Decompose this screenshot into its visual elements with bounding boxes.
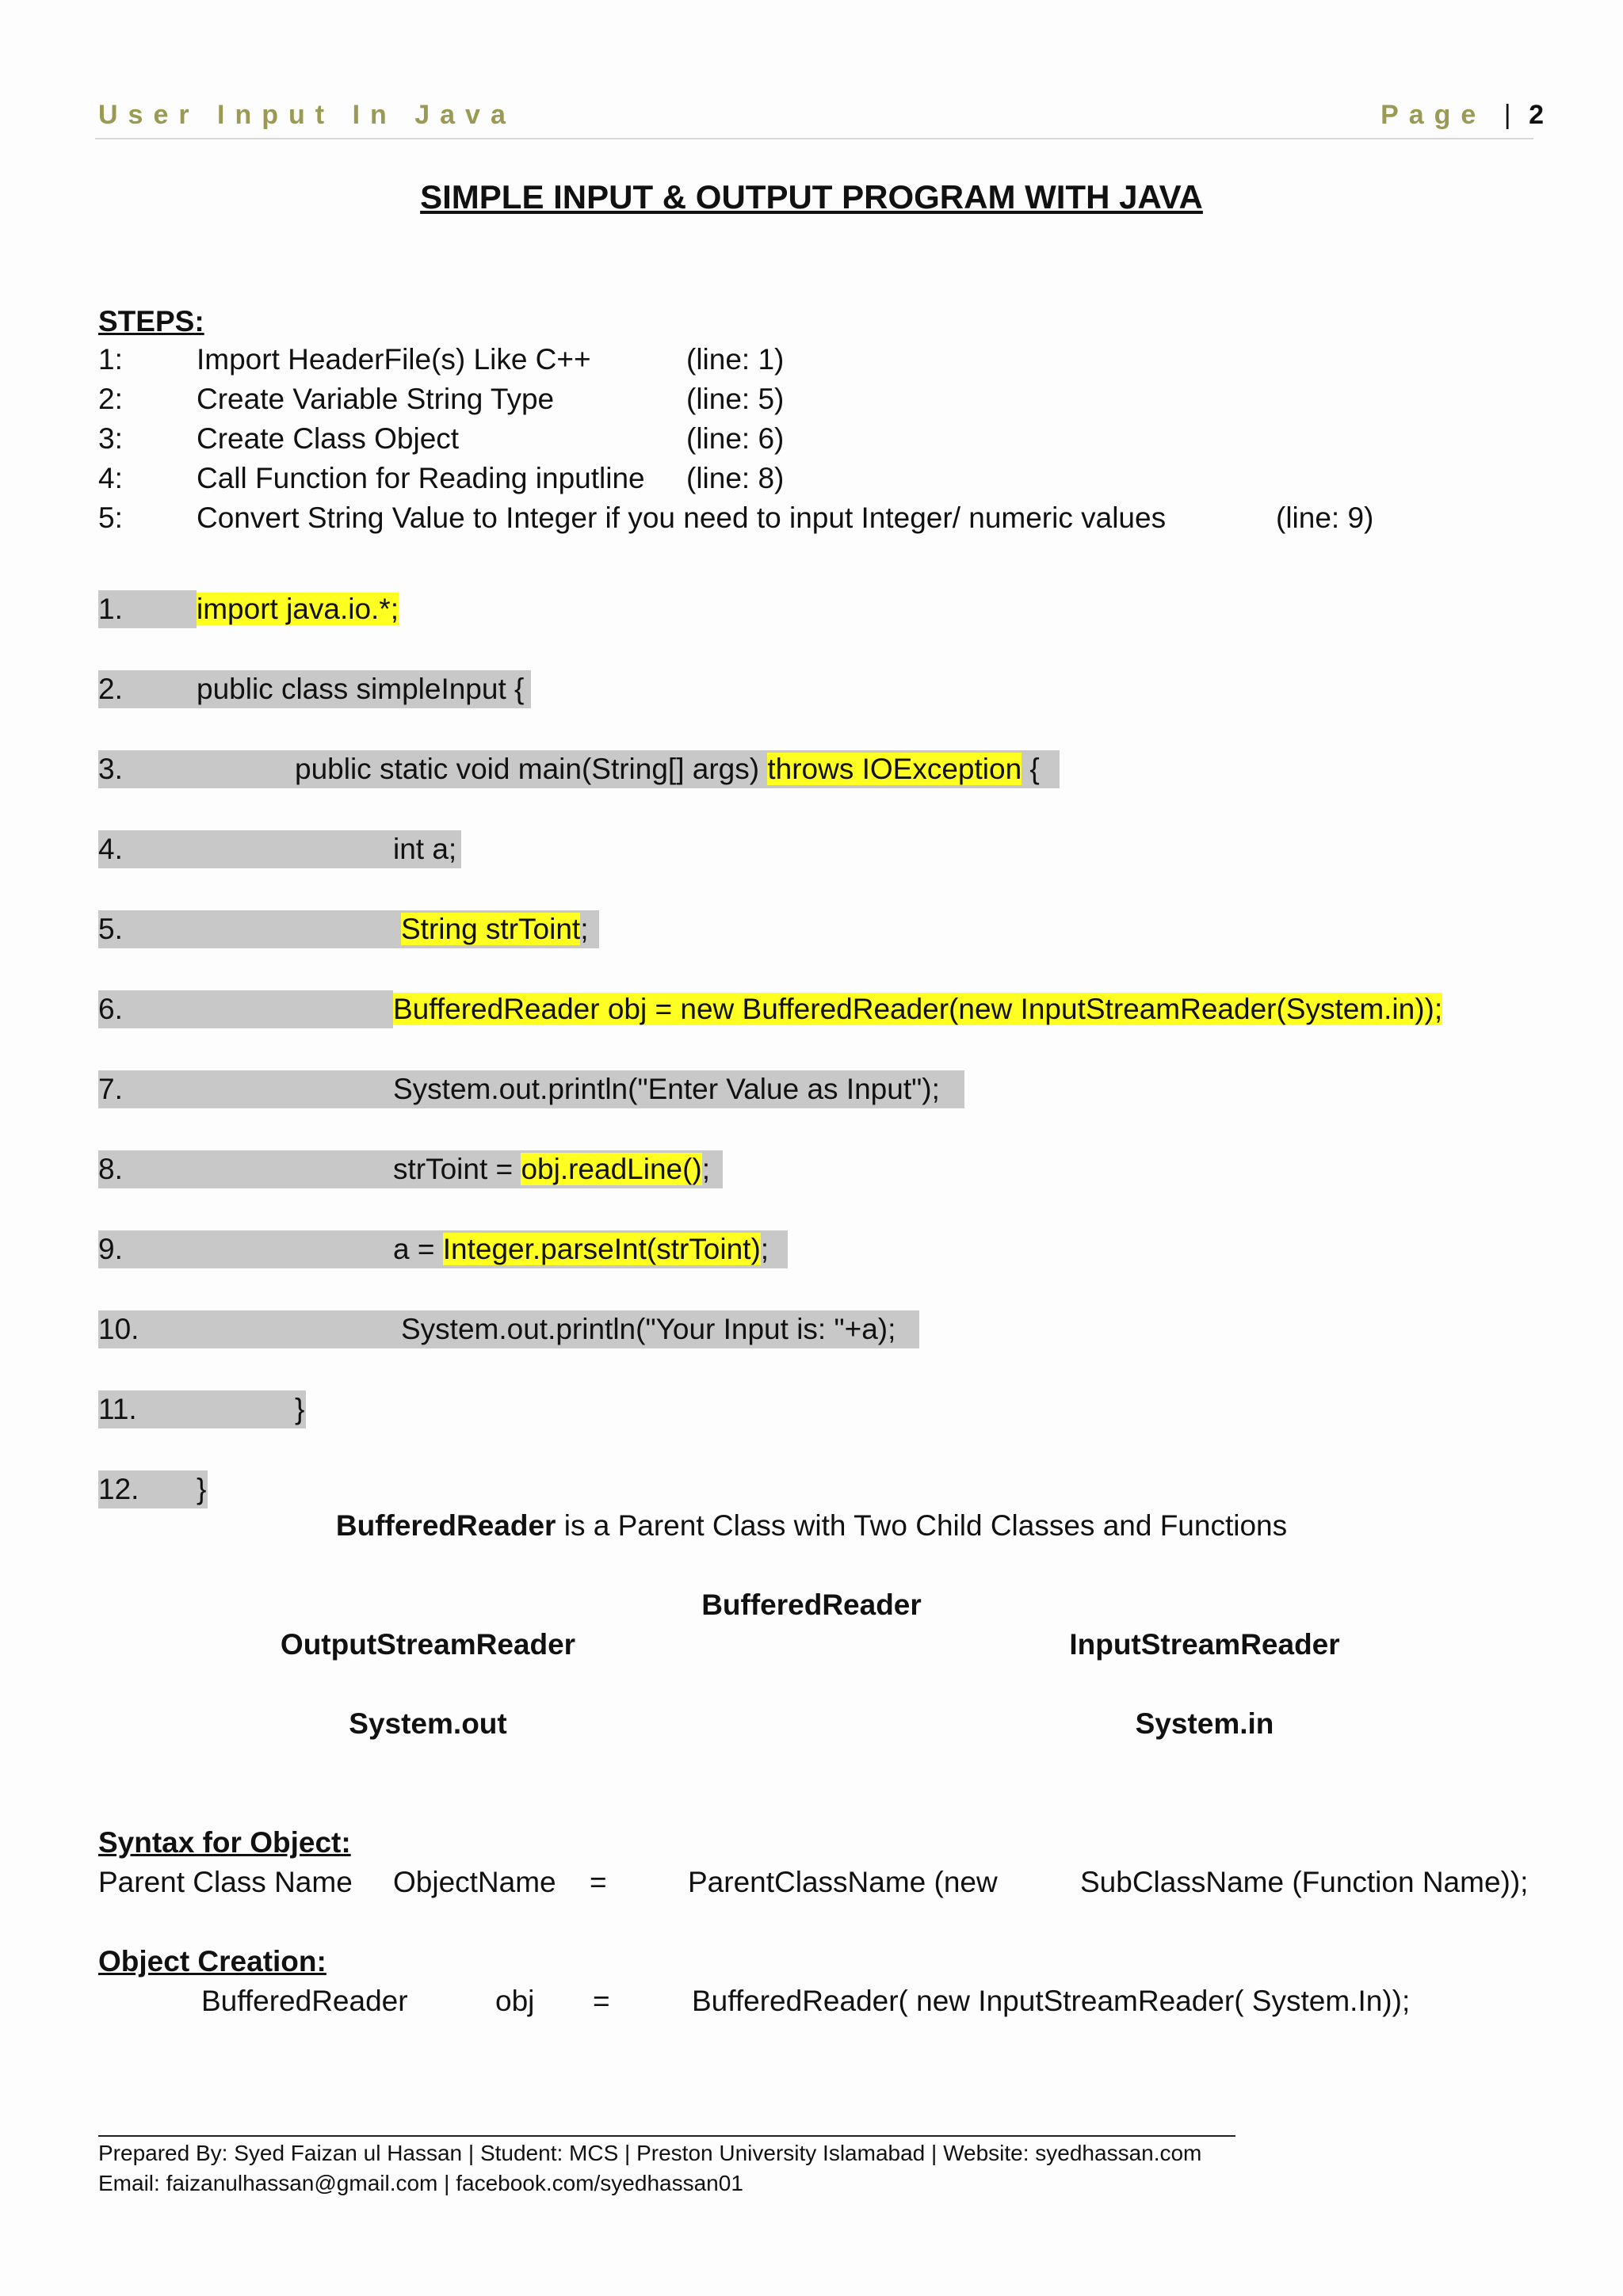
step-text: Import HeaderFile(s) Like C++ bbox=[197, 343, 591, 376]
page-title: SIMPLE INPUT & OUTPUT PROGRAM WITH JAVA bbox=[420, 178, 1203, 215]
step-line-ref: (line: 8) bbox=[686, 462, 785, 494]
code-line-number: 1. bbox=[98, 593, 123, 625]
left-child-class: OutputStreamReader bbox=[280, 1628, 576, 1661]
page-number: 2 bbox=[1529, 100, 1544, 130]
code-line-number: 4. bbox=[98, 833, 123, 865]
intro-bold: BufferedReader bbox=[335, 1509, 556, 1542]
step-line-ref: (line: 1) bbox=[686, 343, 785, 376]
code-text: } bbox=[197, 1473, 207, 1505]
code-line-number: 11. bbox=[98, 1393, 137, 1425]
step-text: Call Function for Reading inputline bbox=[197, 462, 645, 494]
code-line-number: 10. bbox=[98, 1313, 139, 1345]
hierarchy-intro bbox=[0, 1509, 1623, 1543]
creation-equals: = bbox=[593, 1985, 610, 2017]
header-rule bbox=[95, 138, 1533, 139]
step-number: 4: bbox=[98, 462, 123, 494]
code-highlight: import java.io.*; bbox=[197, 593, 399, 625]
step-text: Convert String Value to Integer if you need to input Integer/ numeric values bbox=[197, 502, 1167, 534]
code-text: strToint = bbox=[393, 1153, 521, 1185]
syntax-parent-new: ParentClassName (new bbox=[688, 1866, 998, 1898]
code-tail: ; bbox=[580, 913, 589, 945]
code-highlight: BufferedReader obj = new BufferedReader(new InputStreamReader(System.in)); bbox=[393, 993, 1443, 1025]
code-line-number: 2. bbox=[98, 673, 123, 705]
code-text: } bbox=[295, 1393, 305, 1425]
step-line-ref: (line: 9) bbox=[1276, 502, 1374, 534]
footer-rule bbox=[98, 2135, 1235, 2137]
step-number: 3: bbox=[98, 422, 123, 455]
parent-class: BufferedReader bbox=[701, 1589, 922, 1621]
footer-line-2: Email: faizanulhassan@gmail.com | facebook.com/syedhassan01 bbox=[98, 2171, 743, 2195]
steps-heading: STEPS: bbox=[98, 305, 204, 338]
page-label: Page bbox=[1381, 100, 1487, 130]
step-number: 1: bbox=[98, 343, 123, 376]
syntax-object-name: ObjectName bbox=[393, 1866, 556, 1898]
code-text: a = bbox=[393, 1233, 443, 1265]
creation-heading: Object Creation: bbox=[98, 1945, 327, 1978]
syntax-equals: = bbox=[590, 1866, 607, 1898]
right-child-class: InputStreamReader bbox=[1069, 1628, 1340, 1661]
code-tail: ; bbox=[760, 1233, 769, 1265]
code-text: int a; bbox=[393, 833, 457, 865]
left-function: System.out bbox=[349, 1707, 507, 1740]
running-header-page bbox=[1381, 100, 1544, 131]
step-line-ref: (line: 6) bbox=[686, 422, 785, 455]
footer-line-1: Prepared By: Syed Faizan ul Hassan | Student: MCS | Preston University Islamabad | Website: syedhassan.com bbox=[98, 2141, 1202, 2165]
right-function: System.in bbox=[1135, 1707, 1274, 1740]
syntax-parent-class: Parent Class Name bbox=[98, 1866, 353, 1898]
code-line-number: 3. bbox=[98, 753, 123, 785]
code-text: public static void main(String[] args) bbox=[295, 753, 768, 785]
code-tail: { bbox=[1022, 753, 1040, 785]
creation-expression: BufferedReader( new InputStreamReader( System.In)); bbox=[692, 1985, 1411, 2017]
code-line-number: 12. bbox=[98, 1473, 139, 1505]
code-text: System.out.println("Enter Value as Input"); bbox=[393, 1073, 940, 1105]
creation-object: obj bbox=[495, 1985, 535, 2017]
code-line-number: 9. bbox=[98, 1233, 123, 1265]
code-highlight: obj.readLine() bbox=[521, 1153, 702, 1185]
step-text: Create Class Object bbox=[197, 422, 460, 455]
page-separator: | bbox=[1503, 100, 1511, 130]
code-text: System.out.println("Your Input is: "+a); bbox=[401, 1313, 896, 1345]
code-highlight: String strToint bbox=[401, 913, 581, 945]
intro-rest: is a Parent Class with Two Child Classes and Functions bbox=[556, 1509, 1288, 1542]
syntax-heading: Syntax for Object: bbox=[98, 1826, 351, 1859]
code-text: public class simpleInput { bbox=[197, 673, 525, 705]
code-highlight: Integer.parseInt(strToint) bbox=[442, 1233, 761, 1265]
step-number: 2: bbox=[98, 383, 123, 415]
code-tail: ; bbox=[701, 1153, 711, 1185]
step-line-ref: (line: 5) bbox=[686, 383, 785, 415]
code-line-number: 5. bbox=[98, 913, 123, 945]
code-line-number: 7. bbox=[98, 1073, 123, 1105]
code-line-number: 6. bbox=[98, 993, 123, 1025]
syntax-subclass: SubClassName (Function Name)); bbox=[1080, 1866, 1529, 1898]
code-line-number: 8. bbox=[98, 1153, 123, 1185]
code-highlight: throws IOException bbox=[767, 753, 1022, 785]
running-header-title: User Input In Java bbox=[98, 100, 516, 130]
step-number: 5: bbox=[98, 502, 123, 534]
creation-class: BufferedReader bbox=[201, 1985, 408, 2017]
step-text: Create Variable String Type bbox=[197, 383, 555, 415]
